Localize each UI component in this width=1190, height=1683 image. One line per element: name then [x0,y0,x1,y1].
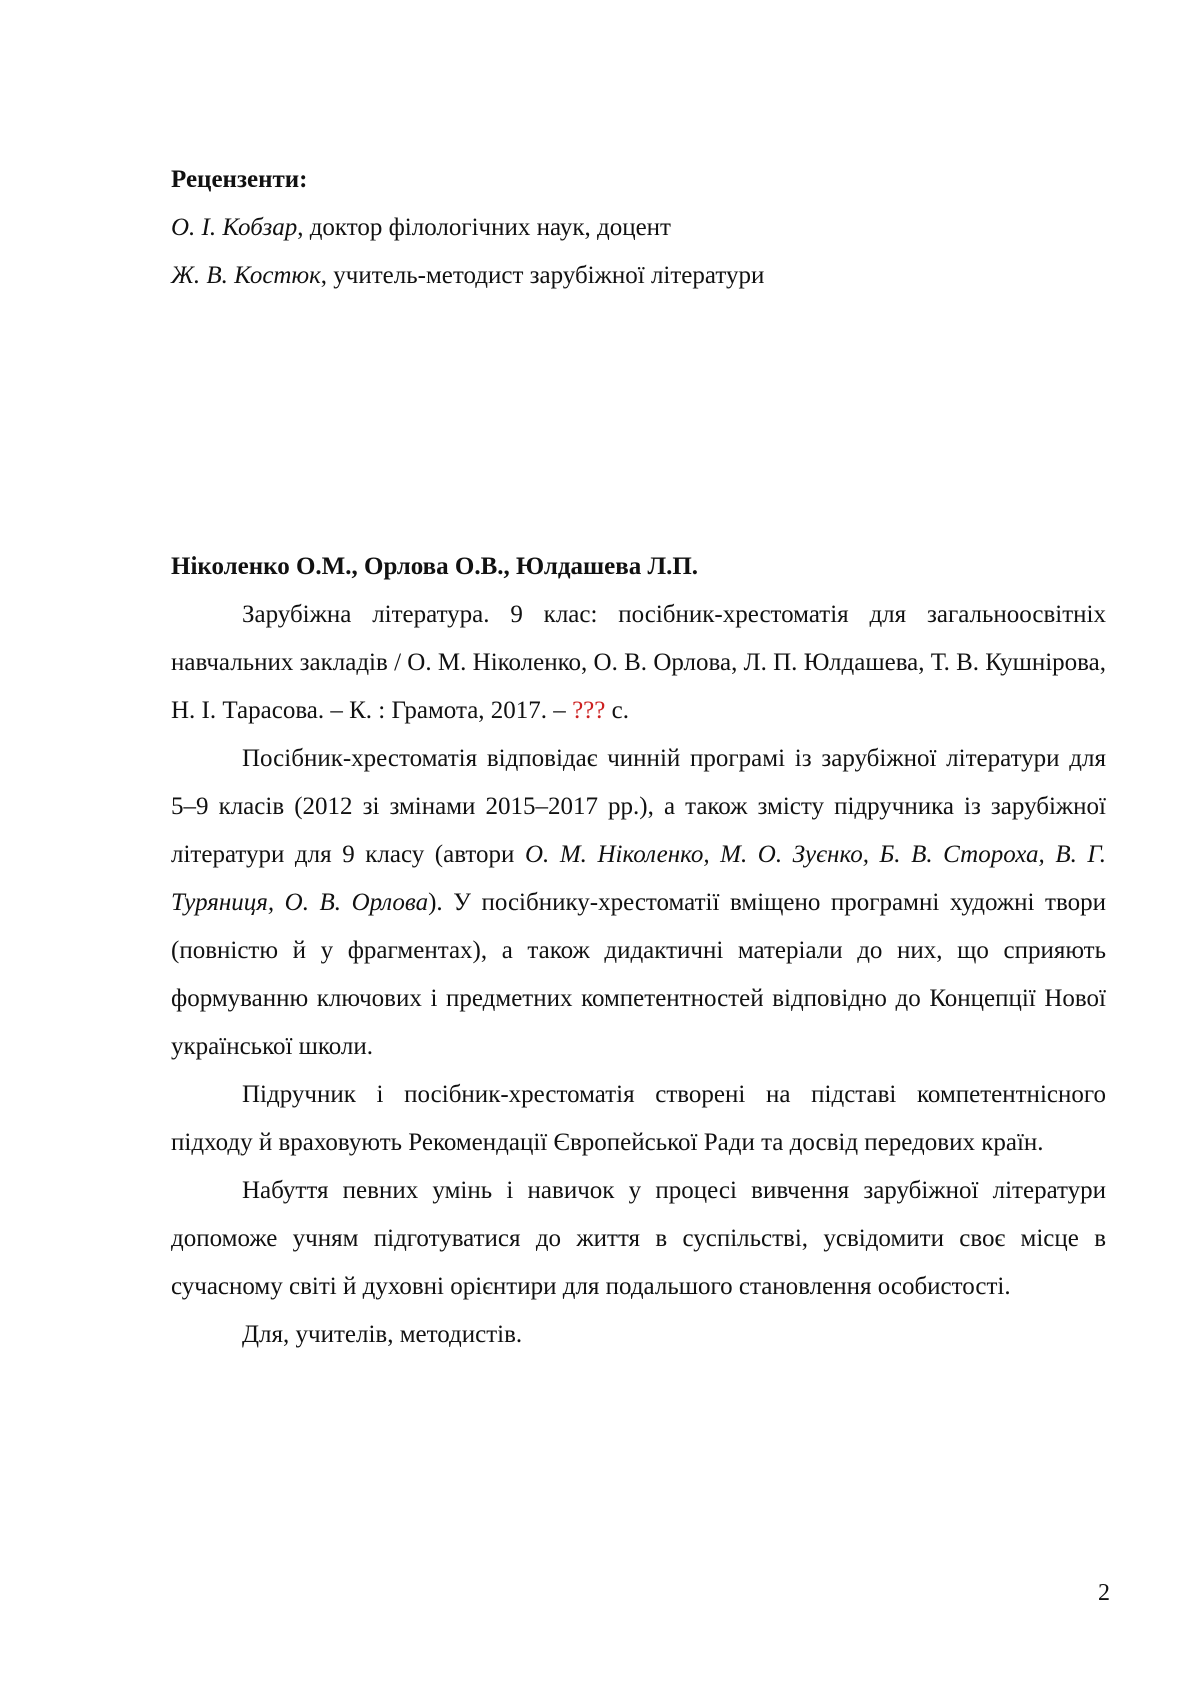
reviewer-line [171,252,1106,300]
reviewer-name: Ж. В. Костюк [171,262,321,289]
annotation-part-2: ). У посібнику-хрестоматії вміщено програмні художні твори (повністю й у фрагментах), а також дидактичні матеріали до них, що сприяють формуванню ключових і предметних компетентностей відповідно до Концепції Нової української школи. [171,889,1106,1060]
page-number: 2 [1098,1580,1110,1606]
reviewer-name: О. І. Кобзар [171,214,298,241]
annotation-paragraph [171,735,1106,1071]
reviewers-section [171,156,1106,300]
textbook-authors: О. М. Ніколенко, М. О. Зуєнко, Б. В. Стороха, В. Г. Туряниця, О. В. Орлова [171,841,1107,916]
reviewer-line [171,204,1106,252]
page-count-placeholder: ??? [572,697,606,724]
reviewer-role: , доктор філологічних наук, доцент [297,214,671,241]
reviewer-role: , учитель-методист зарубіжної літератури [320,262,765,289]
audience-paragraph: Для, учителів, методистів. [242,1321,523,1348]
record-text: Зарубіжна література. 9 клас: посібник-хрестоматія для загальноосвітніх навчальних закладів / О. М. Ніколенко, О. В. Орлова, Л. П. Юлдашева, Т. В. Кушнірова, Н. І. Тарасова. – К. : Грамота, 2017. – [171,601,1106,724]
authors-heading: Ніколенко О.М., Орлова О.В., Юлдашева Л.П. [171,553,699,580]
record-suffix: с. [605,697,629,724]
bibliographic-section [171,543,1106,1359]
reviewers-title: Рецензенти: [171,166,308,193]
skills-paragraph: Набуття певних умінь і навичок у процесі вивчення зарубіжної літератури допоможе учням підготуватися до життя в суспільстві, усвідомити своє місце в сучасному світі й духовні орієнтири для подальшого становлення особистості. [171,1177,1106,1300]
bibliographic-record [171,591,1106,735]
approach-paragraph: Підручник і посібник-хрестоматія створені на підставі компетентнісного підходу й враховують Рекомендації Європейської Ради та досвід передових країн. [171,1081,1106,1156]
annotation-part-1: Посібник-хрестоматія відповідає чинній програмі із зарубіжної літератури для 5–9 класів (2012 зі змінами 2015–2017 рр.), а також змісту підручника із зарубіжної літератури для 9 класу (автори [171,745,1106,868]
